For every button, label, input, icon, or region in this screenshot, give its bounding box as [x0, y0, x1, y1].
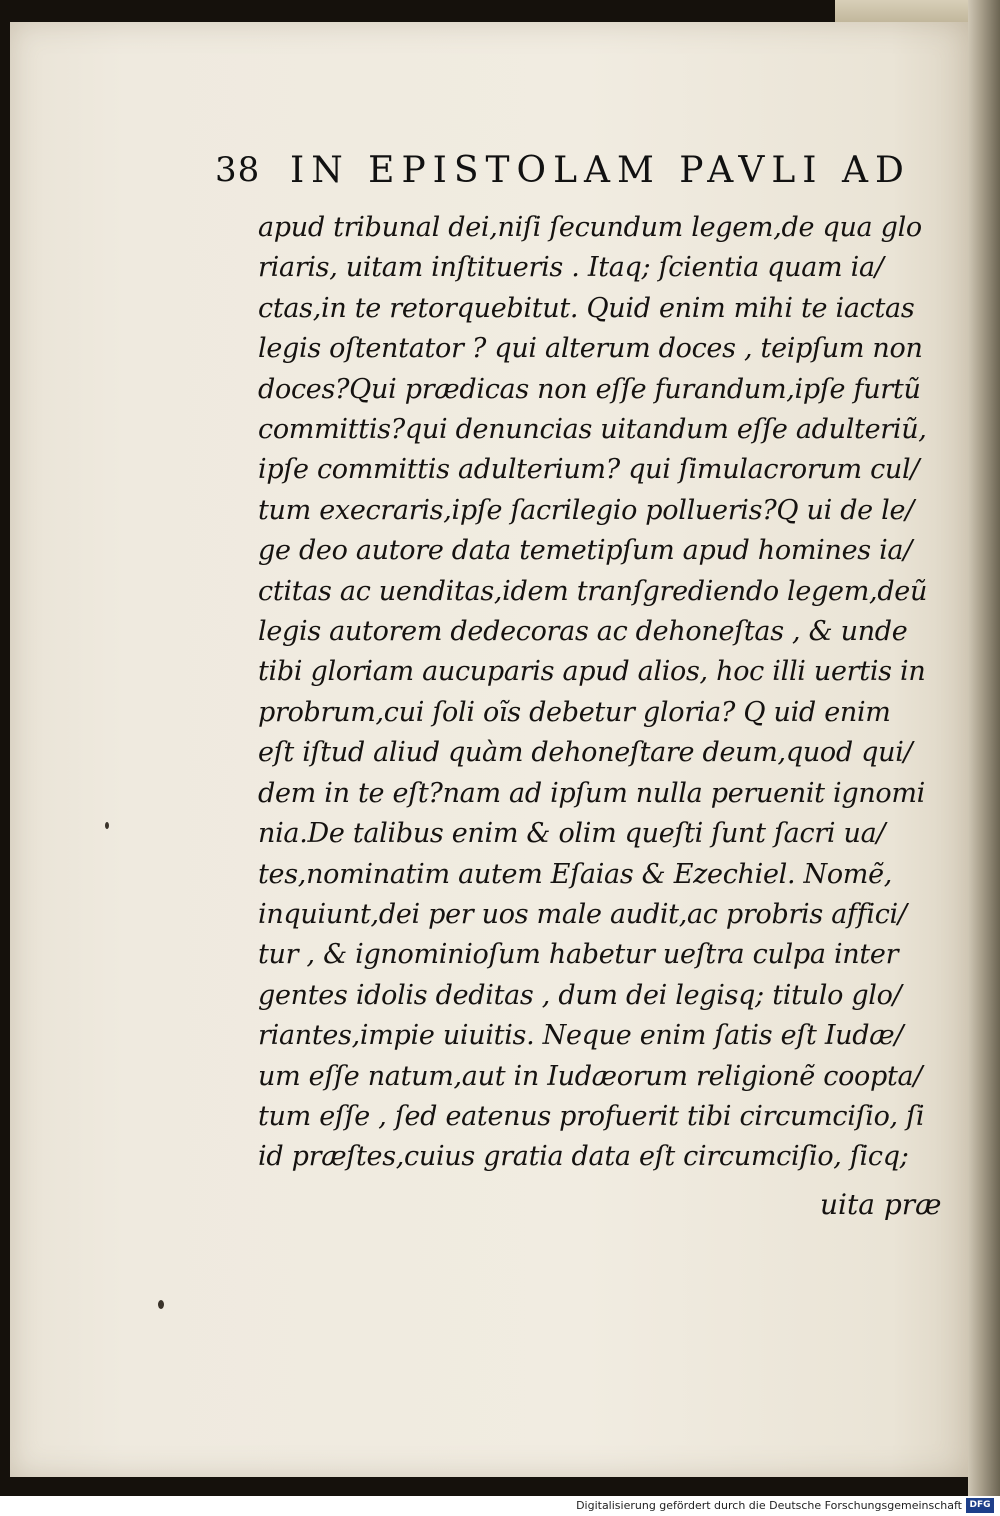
- paper-speck: [105, 822, 109, 829]
- text-line: probrum,cui ſoli oĩs debetur gloria? Q uid enim: [258, 696, 891, 728]
- text-line: doces?Qui prædicas non eſſe furandum,ipſe furtũ: [258, 373, 921, 405]
- text-line: ctas,in te retorquebitut. Quid enim mihi te iactas: [258, 292, 915, 324]
- text-line: tibi gloriam aucuparis apud alios, hoc illi uertis in: [258, 656, 926, 688]
- text-line: nia.De talibus enim & olim queſti ſunt ſacri ua/: [258, 818, 886, 850]
- funding-credit: Digitalisierung gefördert durch die Deutsche Forschungsgemeinschaft: [576, 1499, 962, 1512]
- text-line: id præſtes,cuius gratia data eſt circumciſio, ſicq;: [258, 1141, 909, 1173]
- dfg-logo: DFG: [966, 1498, 994, 1513]
- book-edge-right: [968, 0, 1000, 1496]
- catchword: uita præ: [820, 1188, 942, 1221]
- text-line: um eſſe natum,aut in Iudæorum religionẽ coopta/: [258, 1060, 923, 1092]
- footer-bar: [0, 1496, 1000, 1516]
- text-line: tes,nominatim autem Eſaias & Ezechiel. Nomẽ,: [258, 858, 893, 890]
- text-line: gentes idolis deditas , dum dei legisq; titulo glo/: [258, 979, 902, 1011]
- text-line: tum eſſe , ſed eatenus profuerit tibi circumciſio, ſi: [258, 1100, 925, 1132]
- text-line: legis autorem dedecoras ac dehoneſtas , & unde: [258, 616, 908, 648]
- text-line: apud tribunal dei,niſi ſecundum legem,de qua glo: [258, 212, 922, 243]
- text-line: tur , & ignominioſum habetur ueſtra culpa inter: [258, 939, 899, 971]
- text-line: ctitas ac uenditas,idem tranſgrediendo legem,deũ: [258, 575, 928, 607]
- page-number: 38: [215, 150, 261, 190]
- text-line: dem in te eſt?nam ad ipſum nulla peruenit ignomi: [258, 777, 926, 809]
- text-line: legis oſtentator ? qui alterum doces , teipſum non: [258, 333, 923, 365]
- text-line: riaris, uitam inſtitueris . Itaq; ſcientia quam ia/: [258, 252, 884, 284]
- running-head: IN EPISTOLAM PAVLI AD: [290, 150, 911, 191]
- text-line: riantes,impie uiuitis. Neque enim ſatis eſt Iudæ/: [258, 1020, 904, 1052]
- paper-speck: [158, 1300, 164, 1309]
- text-line: eſt iſtud aliud quàm dehoneſtare deum,quod qui/: [258, 737, 913, 769]
- text-line: committis?qui denuncias uitandum eſſe adulteriũ,: [258, 414, 927, 446]
- text-line: inquiunt,dei per uos male audit,ac probris affici/: [258, 898, 907, 930]
- text-line: ipſe committis adulterium? qui ſimulacrorum cul/: [258, 454, 920, 486]
- text-line: ge deo autore data temetipſum apud homines ia/: [258, 535, 913, 567]
- page-header: [215, 150, 920, 200]
- body-text: [258, 208, 928, 1178]
- text-line: tum execraris,ipſe ſacrilegio pollueris?Q ui de le/: [258, 494, 914, 526]
